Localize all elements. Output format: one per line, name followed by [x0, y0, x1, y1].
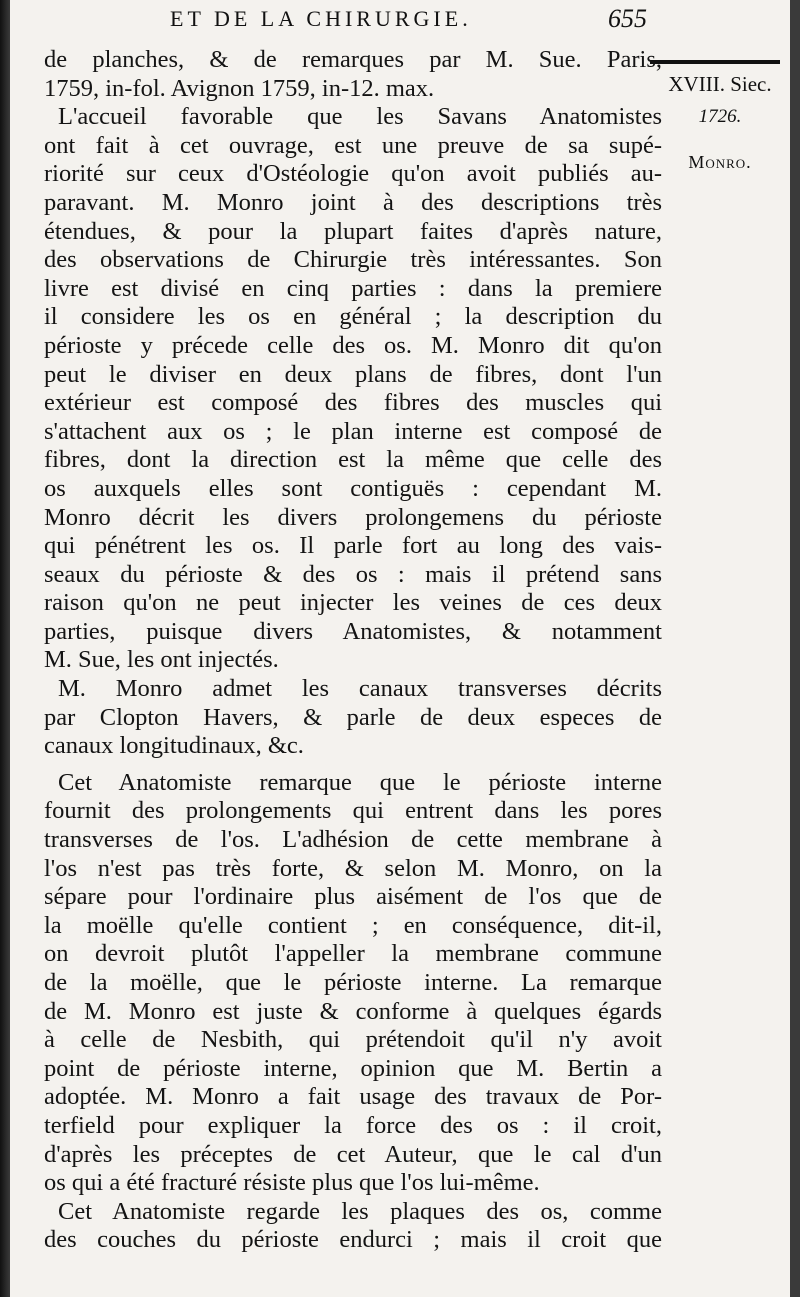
page — [10, 0, 790, 1297]
text-line: Monro décrit les divers prolongemens du périoste — [44, 503, 662, 531]
text-line: peut le diviser en deux plans de fibres, dont l'un — [44, 360, 662, 388]
text-line: de M. Monro est juste & conforme à quelques égards — [44, 997, 662, 1025]
text-line: qui pénétrent les os. Il parle fort au long des vais- — [44, 532, 662, 560]
paragraph — [44, 675, 662, 761]
margin-rule — [650, 60, 780, 64]
text-line: point de périoste interne, opinion que M. Bertin a — [44, 1054, 662, 1082]
text-line: s'attachent aux os ; le plan interne est composé de — [44, 417, 662, 445]
text-line: à celle de Nesbith, qui prétendoit qu'il n'y avoit — [44, 1026, 662, 1054]
paragraph — [44, 46, 662, 103]
text-line: livre est divisé en cinq parties : dans la premiere — [44, 274, 662, 302]
margin-century: XVIII. Siec. — [668, 72, 772, 96]
text-line: ont fait à cet ouvrage, est une preuve de sa supé- — [44, 131, 662, 159]
body-text — [44, 46, 662, 1255]
text-line: des couches du périoste endurci ; mais il croit que — [44, 1226, 662, 1254]
paragraph — [44, 769, 662, 1198]
text-line: 1759, in-fol. Avignon 1759, in-12. max. — [44, 74, 435, 102]
text-line: étendues, & pour la plupart faites d'après nature, — [44, 217, 662, 245]
text-line: Cet Anatomiste regarde les plaques des os, comme — [58, 1197, 662, 1225]
text-line: adoptée. M. Monro a fait usage des travaux de Por- — [44, 1083, 662, 1111]
text-line: des observations de Chirurgie très intéressantes. Son — [44, 246, 662, 274]
text-line: M. Sue, les ont injectés. — [44, 646, 279, 674]
text-line: fournit des prolongements qui entrent dans les pores — [44, 797, 662, 825]
gutter-shadow — [0, 0, 10, 1297]
text-line: de planches, & de remarques par M. Sue. Paris, — [44, 46, 662, 73]
text-line: raison qu'on ne peut injecter les veines de ces deux — [44, 589, 662, 617]
text-line: paravant. M. Monro joint à des descriptions très — [44, 188, 662, 216]
text-line: par Clopton Havers, & parle de deux especes de — [44, 703, 662, 731]
text-line: transverses de l'os. L'adhésion de cette membrane à — [44, 826, 662, 854]
paragraph — [44, 1198, 662, 1255]
text-line: parties, puisque divers Anatomistes, & notamment — [44, 617, 662, 645]
running-title: ET DE LA CHIRURGIE. — [170, 6, 472, 31]
text-line: d'après les préceptes de cet Auteur, que le cal d'un — [44, 1140, 662, 1168]
text-line: de la moëlle, que le périoste interne. La remarque — [44, 969, 662, 996]
text-line: terfield pour expliquer la force des os : il croit, — [44, 1111, 662, 1139]
page-number: 655 — [608, 4, 647, 33]
text-line: l'os n'est pas très forte, & selon M. Monro, on la — [44, 854, 662, 882]
text-line: M. Monro admet les canaux transverses décrits — [58, 675, 662, 703]
text-line: riorité sur ceux d'Ostéologie qu'on avoit publiés au- — [44, 160, 662, 188]
text-line: la moëlle qu'elle contient ; en conséquence, dit-il, — [44, 911, 662, 939]
text-line: Cet Anatomiste remarque que le périoste interne — [58, 768, 662, 796]
paragraph-gap — [44, 761, 662, 769]
text-line: L'accueil favorable que les Savans Anatomistes — [58, 103, 662, 131]
text-line: os auxquels elles sont contiguës : cependant M. — [44, 474, 662, 502]
text-line: il considere les os en général ; la description du — [44, 303, 662, 331]
paragraph — [44, 103, 662, 675]
text-line: extérieur est composé des fibres des muscles qui — [44, 389, 662, 417]
text-line: on devroit plutôt l'appeller la membrane commune — [44, 940, 662, 968]
text-line: seaux du périoste & des os : mais il prétend sans — [44, 560, 662, 588]
text-line: périoste y précede celle des os. M. Monro dit qu'on — [44, 331, 662, 359]
text-line: os qui a été fracturé résiste plus que l'os lui-même. — [44, 1169, 540, 1197]
text-line: fibres, dont la direction est la même que celle des — [44, 446, 662, 474]
margin-year: 1726. — [698, 106, 742, 127]
text-line: canaux longitudinaux, &c. — [44, 732, 304, 760]
text-line: sépare pour l'ordinaire plus aisément de l'os que de — [44, 883, 662, 911]
margin-name: Monro. — [688, 152, 752, 172]
